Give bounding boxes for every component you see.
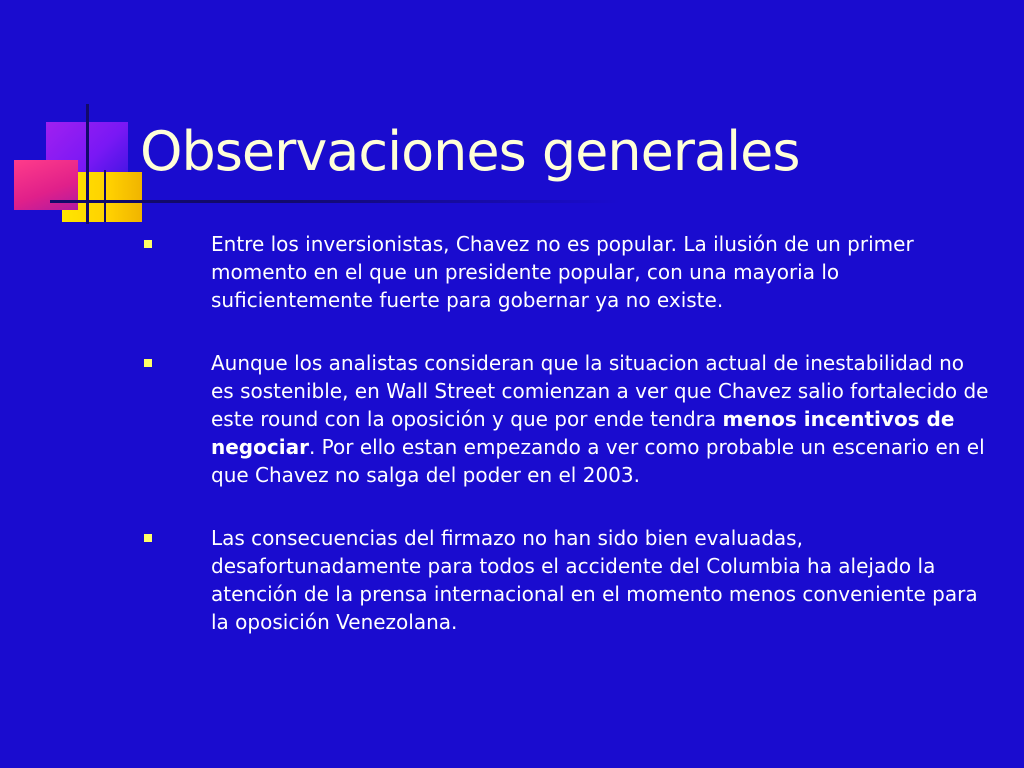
title-underline	[50, 200, 620, 203]
bullet-text-end: . Por ello estan empezando a ver como probable un escenario en el que Chavez no salga del poder en el 2003.	[211, 435, 985, 487]
bullet-item-3	[140, 524, 990, 636]
bullet-list	[140, 230, 990, 671]
vertical-rule-short	[104, 170, 106, 222]
square-bullet-icon	[144, 359, 152, 367]
vertical-rule	[86, 104, 89, 224]
square-bullet-icon	[144, 534, 152, 542]
bullet-text	[211, 351, 988, 487]
color-blocks-graphic	[0, 0, 160, 240]
bullet-item-2	[140, 349, 990, 489]
slide-title: Observaciones generales	[140, 120, 800, 183]
bullet-text: Entre los inversionistas, Chavez no es popular. La ilusión de un primer momento en el que un presidente popular, con una mayoria lo suficientemente fuerte para gobernar ya no existe.	[211, 232, 914, 312]
bullet-item-1	[140, 230, 990, 314]
bullet-text-start: Aunque los analistas consideran que la situacion actual de inestabilidad no es sostenible, en Wall Street comienzan a ver que Chavez salio fortalecido de este round con la oposición y que por ende tendra	[211, 351, 989, 431]
square-bullet-icon	[144, 240, 152, 248]
bullet-text-emphasis: menos incentivos de negociar	[211, 407, 955, 459]
bullet-text: Las consecuencias del firmazo no han sido bien evaluadas, desafortunadamente para todos el accidente del Columbia ha alejado la atención de la prensa internacional en el momento menos conveniente para la oposición Venezolana.	[211, 526, 978, 634]
